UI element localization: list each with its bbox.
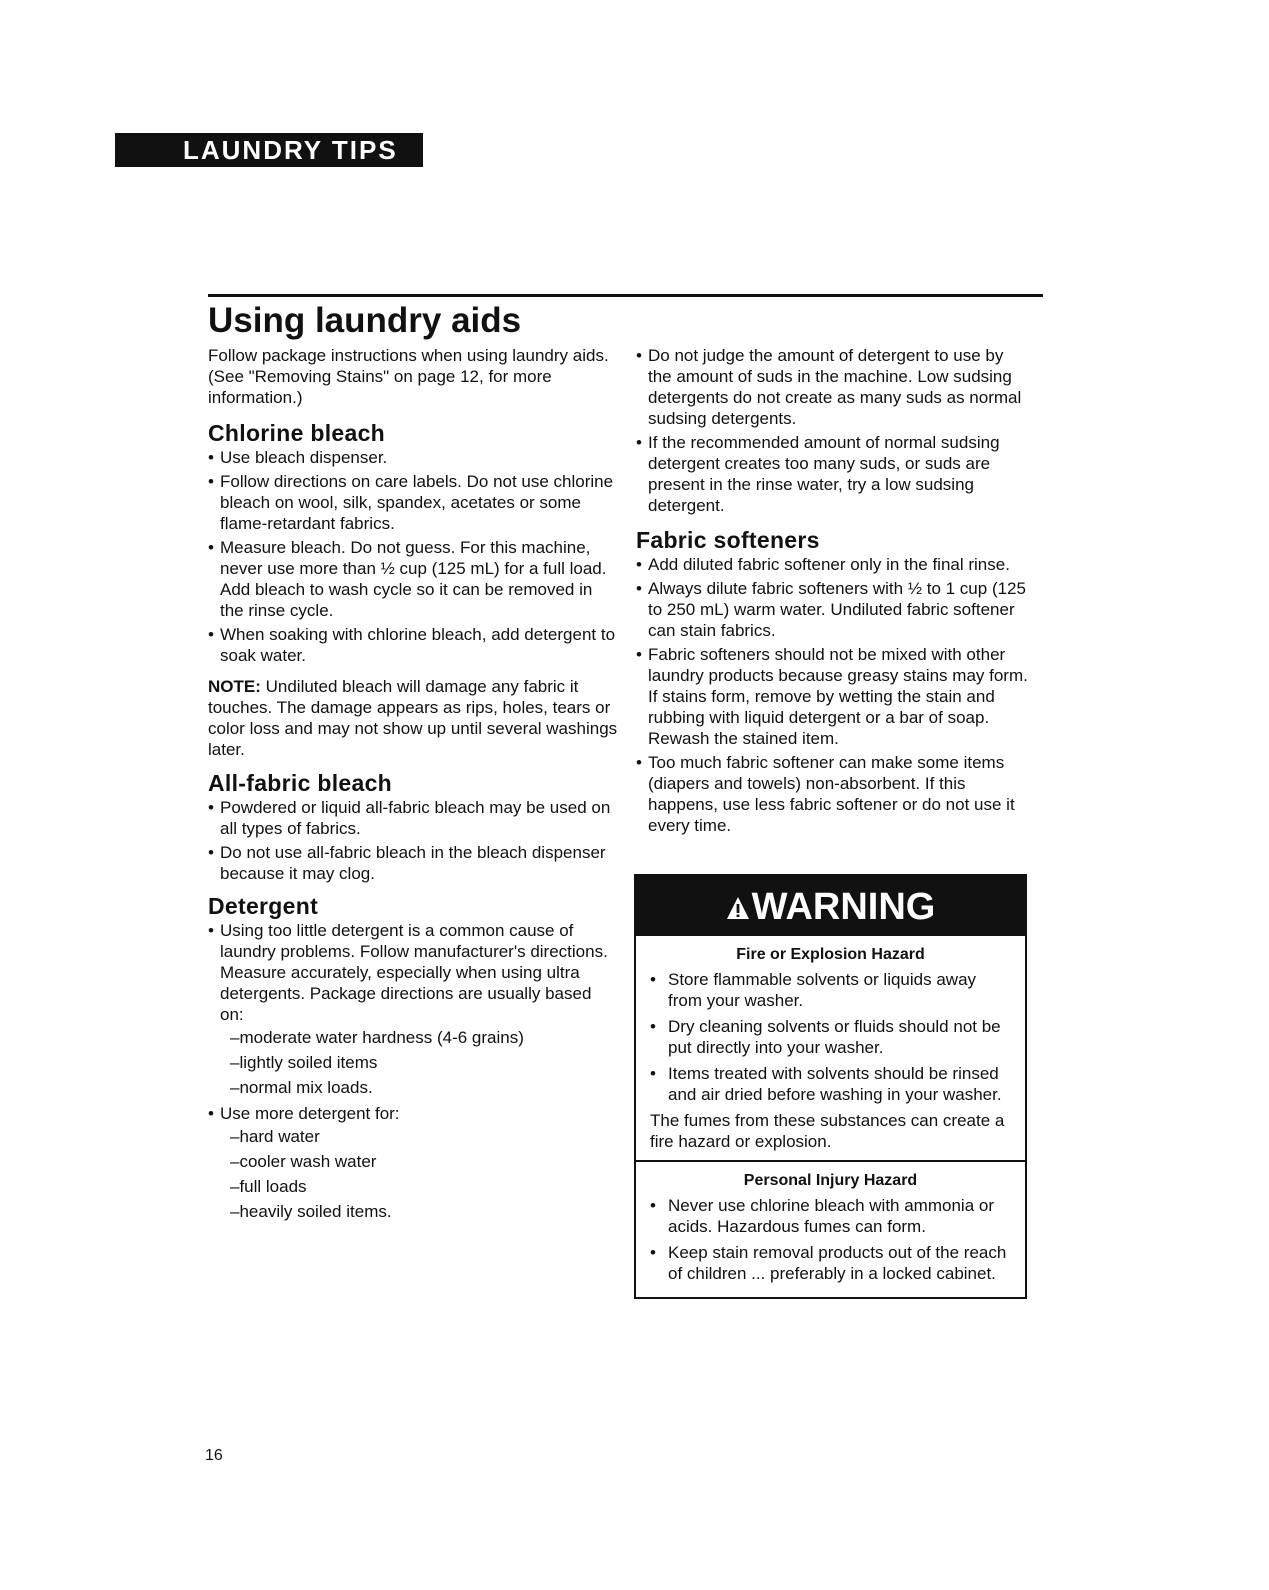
chlorine-bleach-list [208, 447, 618, 666]
fabric-softeners-list [636, 554, 1031, 836]
bleach-note [208, 676, 618, 760]
page-number: 16 [205, 1447, 223, 1464]
section-header-bar [115, 133, 423, 167]
warning-label: WARNING [751, 886, 936, 928]
section-label: LAUNDRY TIPS [183, 135, 398, 165]
list-item: • Follow directions on care labels. Do not use chlorine bleach on wool, silk, spandex, acetates or some flame-retardant fabrics. [208, 471, 618, 534]
list-item: • Keep stain removal products out of the reach of children ... preferably in a locked cabinet. [650, 1242, 1011, 1284]
note-label: NOTE: [208, 677, 261, 696]
list-item [208, 1103, 618, 1224]
sub-item: –lightly soiled items [230, 1053, 378, 1072]
sub-item: –normal mix loads. [230, 1078, 373, 1097]
list-item: • Do not use all-fabric bleach in the bleach dispenser because it may clog. [208, 842, 618, 884]
sub-item: –cooler wash water [230, 1152, 377, 1171]
suds-list [636, 345, 1031, 516]
list-item: • Measure bleach. Do not guess. For this machine, never use more than ½ cup (125 mL) for a full load. Add bleach to wash cycle so it can be removed in the rinse cycle. [208, 537, 618, 621]
list-item: • Never use chlorine bleach with ammonia or acids. Hazardous fumes can form. [650, 1195, 1011, 1237]
warning-box [634, 874, 1027, 1299]
title-rule [208, 294, 1043, 297]
list-item: • Powdered or liquid all-fabric bleach may be used on all types of fabrics. [208, 797, 618, 839]
fire-hazard-section [636, 936, 1025, 1160]
intro-paragraph: Follow package instructions when using laundry aids. (See "Removing Stains" on page 12, for more information.) [208, 346, 609, 407]
sub-item: –heavily soiled items. [230, 1202, 392, 1221]
list-item: • Always dilute fabric softeners with ½ to 1 cup (125 to 250 mL) warm water. Undiluted fabric softener can stain fabrics. [636, 578, 1031, 641]
injury-hazard-title: Personal Injury Hazard [743, 1172, 918, 1189]
injury-hazard-section [636, 1162, 1025, 1297]
fire-hazard-list [650, 969, 1011, 1105]
list-item: • When soaking with chlorine bleach, add detergent to soak water. [208, 624, 618, 666]
all-fabric-bleach-list [208, 797, 618, 884]
note-text: Undiluted bleach will damage any fabric it touches. The damage appears as rips, holes, tears or color loss and may not show up until several washings later. [208, 677, 618, 759]
fabric-softeners-heading: Fabric softeners [636, 527, 820, 553]
page-title: Using laundry aids [208, 301, 522, 340]
right-column [636, 345, 1031, 839]
list-item: • Store flammable solvents or liquids away from your washer. [650, 969, 1011, 1011]
list-item [208, 920, 618, 1100]
list-item: • Dry cleaning solvents or fluids should not be put directly into your washer. [650, 1016, 1011, 1058]
all-fabric-bleach-heading: All-fabric bleach [208, 770, 393, 796]
detergent-list [208, 920, 618, 1224]
detergent-heading: Detergent [208, 893, 319, 919]
warning-header [636, 876, 1025, 936]
sub-item: –moderate water hardness (4-6 grains) [230, 1028, 524, 1047]
sub-item: –hard water [230, 1127, 320, 1146]
warning-triangle-icon [726, 896, 750, 920]
list-item: • Do not judge the amount of detergent to use by the amount of suds in the machine. Low sudsing detergents do not create as many suds as normal sudsing detergents. [636, 345, 1031, 429]
list-item: • Fabric softeners should not be mixed with other laundry products because greasy stains may form. If stains form, remove by wetting the stain and rubbing with liquid detergent or a bar of soap. Rewash the stained item. [636, 644, 1031, 749]
list-item: • Items treated with solvents should be rinsed and air dried before washing in your washer. [650, 1063, 1011, 1105]
injury-hazard-list [650, 1195, 1011, 1284]
list-item: • If the recommended amount of normal sudsing detergent creates too many suds, or suds are present in the rinse water, try a low sudsing detergent. [636, 432, 1031, 516]
list-item: • Use bleach dispenser. [208, 447, 618, 468]
sub-item: –full loads [230, 1177, 307, 1196]
list-item: • Add diluted fabric softener only in the final rinse. [636, 554, 1031, 575]
list-item-text: Use more detergent for: [220, 1104, 400, 1123]
left-column [208, 345, 618, 1227]
list-item-text: Using too little detergent is a common cause of laundry problems. Follow manufacturer's directions. Measure accurately, especially when using ultra detergents. Package directions are usually based on: [220, 921, 608, 1024]
chlorine-bleach-heading: Chlorine bleach [208, 420, 386, 446]
fire-hazard-note: The fumes from these substances can create a fire hazard or explosion. [650, 1111, 1005, 1151]
fire-hazard-title: Fire or Explosion Hazard [736, 946, 925, 963]
list-item: • Too much fabric softener can make some items (diapers and towels) non-absorbent. If this happens, use less fabric softener or do not use it every time. [636, 752, 1031, 836]
